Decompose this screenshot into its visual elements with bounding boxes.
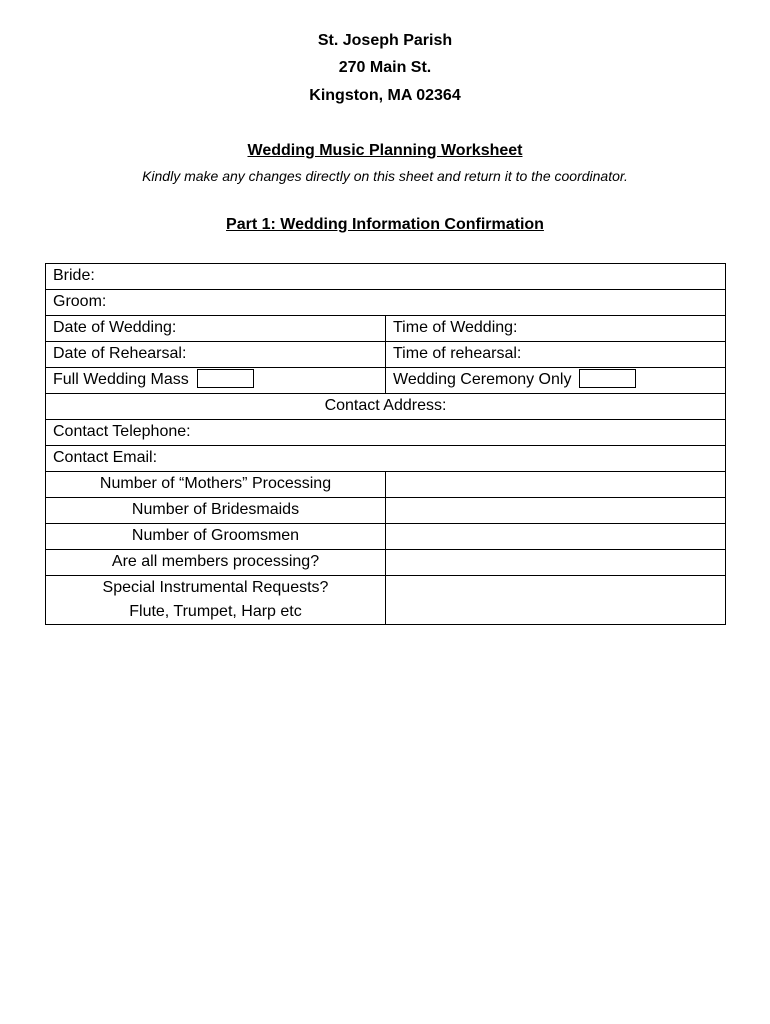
ceremony-only-cell bbox=[386, 368, 726, 394]
ceremony-only-checkbox[interactable] bbox=[579, 369, 636, 388]
instrumental-label-cell bbox=[46, 576, 386, 625]
date-of-rehearsal-field[interactable] bbox=[46, 342, 386, 368]
all-processing-label: Are all members processing? bbox=[46, 550, 386, 576]
full-mass-label: Full Wedding Mass bbox=[53, 371, 189, 388]
bride-field[interactable] bbox=[46, 264, 726, 290]
groom-field[interactable] bbox=[46, 290, 726, 316]
date-of-wedding-field[interactable] bbox=[46, 316, 386, 342]
time-of-rehearsal-field[interactable] bbox=[386, 342, 726, 368]
table-row bbox=[46, 316, 726, 342]
table-row bbox=[46, 498, 726, 524]
full-mass-checkbox[interactable] bbox=[197, 369, 254, 388]
table-row bbox=[46, 290, 726, 316]
bridesmaids-label: Number of Bridesmaids bbox=[46, 498, 386, 524]
worksheet-title: Wedding Music Planning Worksheet bbox=[247, 142, 523, 159]
instructions-note: Kindly make any changes directly on this sheet and return it to the coordinator. bbox=[142, 168, 628, 184]
bride-label: Bride: bbox=[53, 267, 95, 284]
groomsmen-label: Number of Groomsmen bbox=[46, 524, 386, 550]
table-row bbox=[46, 420, 726, 446]
table-row bbox=[46, 524, 726, 550]
table-row bbox=[46, 264, 726, 290]
contact-address-label: Contact Address: bbox=[324, 397, 447, 414]
wedding-info-table bbox=[45, 263, 726, 625]
groomsmen-input[interactable] bbox=[386, 524, 726, 550]
table-row bbox=[46, 550, 726, 576]
all-processing-input[interactable] bbox=[386, 550, 726, 576]
contact-telephone-field[interactable] bbox=[46, 420, 726, 446]
parish-city: Kingston, MA 02364 bbox=[309, 87, 461, 104]
parish-street: 270 Main St. bbox=[338, 59, 432, 76]
instrumental-input[interactable] bbox=[386, 576, 726, 625]
contact-email-label: Contact Email: bbox=[53, 449, 158, 466]
table-row bbox=[46, 368, 726, 394]
time-of-rehearsal-label: Time of rehearsal: bbox=[393, 345, 522, 362]
groom-label: Groom: bbox=[53, 293, 107, 310]
bridesmaids-input[interactable] bbox=[386, 498, 726, 524]
table-row bbox=[46, 472, 726, 498]
mothers-input[interactable] bbox=[386, 472, 726, 498]
full-mass-cell bbox=[46, 368, 386, 394]
instrumental-label-line1: Special Instrumental Requests? bbox=[102, 579, 329, 596]
time-of-wedding-label: Time of Wedding: bbox=[393, 319, 518, 336]
time-of-wedding-field[interactable] bbox=[386, 316, 726, 342]
table-row bbox=[46, 576, 726, 625]
part-heading: Part 1: Wedding Information Confirmation bbox=[226, 216, 544, 233]
table-row bbox=[46, 446, 726, 472]
contact-telephone-label: Contact Telephone: bbox=[53, 423, 191, 440]
table-row bbox=[46, 342, 726, 368]
date-of-rehearsal-label: Date of Rehearsal: bbox=[53, 345, 187, 362]
parish-name: St. Joseph Parish bbox=[317, 32, 453, 49]
contact-email-field[interactable] bbox=[46, 446, 726, 472]
table-row bbox=[46, 394, 726, 420]
contact-address-field[interactable] bbox=[46, 394, 726, 420]
date-of-wedding-label: Date of Wedding: bbox=[53, 319, 177, 336]
mothers-label: Number of “Mothers” Processing bbox=[46, 472, 386, 498]
ceremony-only-label: Wedding Ceremony Only bbox=[393, 371, 572, 388]
instrumental-label-line2: Flute, Trumpet, Harp etc bbox=[129, 603, 302, 620]
